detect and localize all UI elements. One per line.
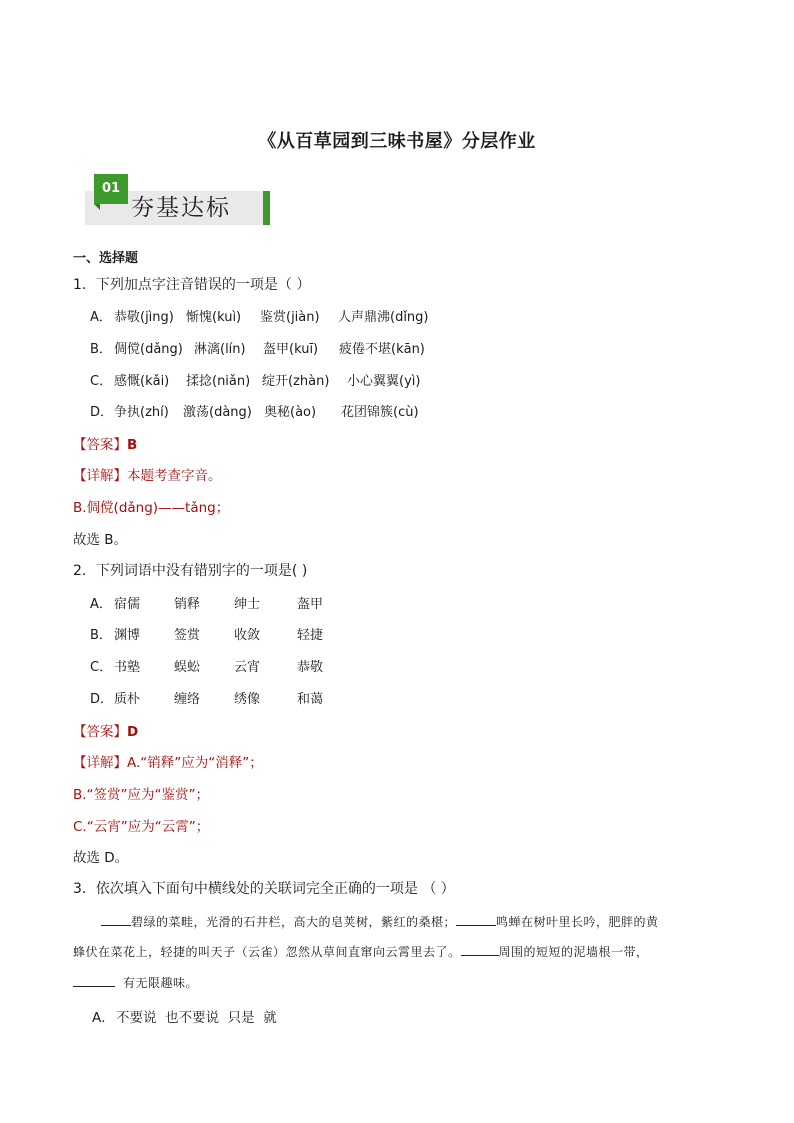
- option-label: C．: [90, 374, 113, 389]
- option-label: A．: [92, 1010, 115, 1026]
- section-number: 01: [94, 174, 128, 204]
- option-item: 书塾: [114, 660, 141, 675]
- q2-detail: [73, 751, 263, 771]
- q1-conclusion: 故选 B。: [73, 532, 128, 548]
- passage-text: 鸣蝉在树叶里长吟，肥胖的黄: [496, 915, 659, 929]
- q2-option-b: [90, 624, 323, 643]
- q1-answer: [73, 433, 137, 453]
- option-item: 轻捷: [297, 628, 324, 643]
- q2-option-c: [90, 656, 323, 675]
- option-item: 疲倦不堪(kān): [339, 342, 425, 357]
- q1-option-c: [90, 370, 420, 389]
- section-title: 一、选择题: [73, 251, 139, 266]
- section-badge-endbar: [263, 191, 270, 225]
- q3-passage-line2: [73, 943, 649, 960]
- q3-passage-line3: [73, 974, 198, 991]
- answer-label: 【答案】: [73, 724, 127, 740]
- fill-blank: [461, 943, 499, 956]
- q1-stem: 1．下列加点字注音错误的一项是（ ）: [73, 277, 311, 293]
- passage-text: 周围的短短的泥墙根一带，: [498, 945, 649, 959]
- q2-stem: 2．下列词语中没有错别字的一项是( ): [73, 563, 308, 579]
- option-item: 恭敬: [297, 660, 324, 675]
- detail-label: 【详解】: [73, 468, 127, 484]
- option-item: 揉捻(niǎn): [186, 374, 251, 389]
- fill-blank: [456, 913, 496, 926]
- section-heading: 夯基达标: [131, 195, 231, 221]
- q1-option-b: [90, 338, 425, 357]
- fill-blank: [101, 913, 131, 926]
- section-badge: [85, 173, 275, 229]
- option-label: A．: [90, 310, 112, 325]
- answer-label: 【答案】: [73, 437, 127, 453]
- q2-option-d: [90, 688, 323, 707]
- option-item: 争执(zhí): [114, 405, 169, 420]
- q2-detail-line3: C.“云宵”应为“云霄”；: [73, 819, 210, 835]
- option-item: 恭敬(jìng): [114, 310, 174, 325]
- detail-text: 本题考查字音。: [127, 468, 222, 484]
- option-label: C．: [90, 660, 113, 675]
- answer-value: B: [127, 437, 138, 453]
- q1-option-d: [90, 401, 419, 420]
- q3-option-a: [92, 1006, 277, 1026]
- option-item: 盔甲: [297, 597, 324, 612]
- option-item: 销释: [174, 597, 201, 612]
- option-item: 绣像: [234, 692, 261, 707]
- option-item: 质朴: [114, 692, 141, 707]
- detail-label: 【详解】: [73, 755, 127, 771]
- option-item: 感慨(kǎi): [114, 374, 170, 389]
- option-item: 惭愧(kuì): [186, 310, 242, 325]
- option-item: 签赏: [174, 628, 201, 643]
- q1-detail-line2: B.倜傥(dǎng)——tǎng；: [73, 500, 230, 516]
- passage-text: 蜂伏在菜花上，轻捷的叫天子（云雀）忽然从草间直窜向云霄里去了。: [73, 945, 461, 959]
- option-item: 绅士: [234, 597, 261, 612]
- option-item: 不要说 也不要说 只是 就: [116, 1010, 277, 1026]
- q1-option-a: [90, 306, 429, 325]
- q2-conclusion: 故选 D。: [73, 850, 129, 866]
- option-item: 小心翼翼(yì): [347, 374, 421, 389]
- q3-stem: 3．依次填入下面句中横线处的关联词完全正确的一项是 （ ）: [73, 881, 455, 897]
- q2-option-a: [90, 593, 323, 612]
- q1-detail: [73, 464, 222, 484]
- section-number-tail: [94, 204, 100, 210]
- option-item: 鉴赏(jiàn): [260, 310, 320, 325]
- q2-detail-line2: B.“签赏”应为“鉴赏”；: [73, 787, 210, 803]
- option-item: 收敛: [234, 628, 261, 643]
- option-item: 渊博: [114, 628, 141, 643]
- fill-blank: [73, 974, 115, 987]
- q2-answer: [73, 720, 138, 740]
- option-item: 和蔼: [297, 692, 324, 707]
- q3-passage-line1: [101, 913, 659, 930]
- passage-text: 碧绿的菜畦，光滑的石井栏，高大的皂荚树，紫红的桑椹；: [131, 915, 457, 929]
- option-item: 盔甲(kuī): [263, 342, 319, 357]
- page-title: 《从百草园到三味书屋》分层作业: [258, 131, 536, 152]
- option-item: 花团锦簇(cù): [341, 405, 419, 420]
- detail-text: A.“销释”应为“消释”；: [127, 755, 263, 771]
- option-item: 宿儒: [114, 597, 141, 612]
- option-item: 淋漓(lín): [194, 342, 246, 357]
- answer-value: D: [127, 724, 139, 740]
- option-item: 奥秘(ào): [264, 405, 317, 420]
- passage-text: 有无限趣味。: [123, 976, 199, 990]
- option-label: B．: [90, 628, 112, 643]
- option-item: 绽开(zhàn): [262, 374, 330, 389]
- option-item: 蜈蚣: [174, 660, 201, 675]
- option-label: A．: [90, 597, 112, 612]
- option-label: D．: [90, 692, 114, 707]
- option-label: B．: [90, 342, 112, 357]
- option-item: 人声鼎沸(dǐng): [338, 310, 429, 325]
- option-item: 云宵: [234, 660, 261, 675]
- option-item: 缠络: [174, 692, 201, 707]
- option-label: D．: [90, 405, 114, 420]
- option-item: 倜傥(dǎng): [114, 342, 183, 357]
- option-item: 激荡(dàng): [183, 405, 252, 420]
